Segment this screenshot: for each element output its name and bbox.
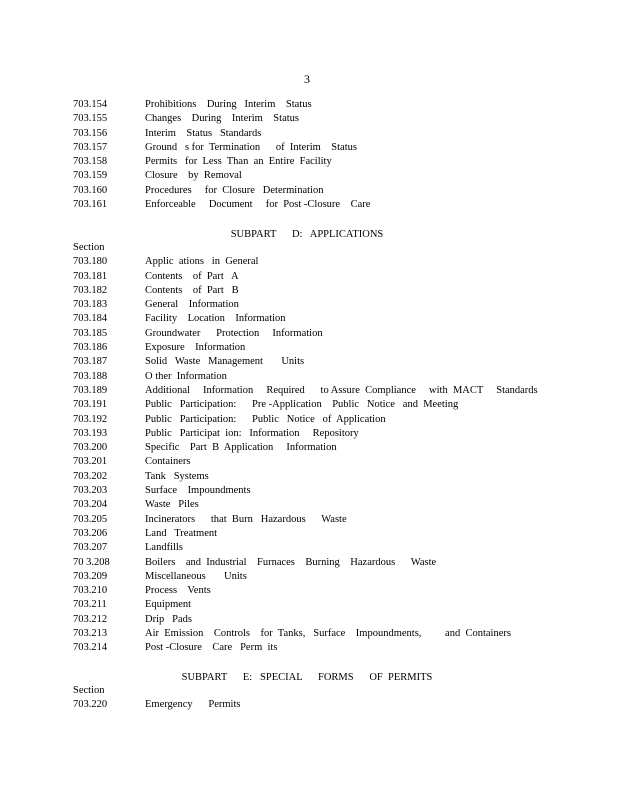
section-number: 70 3.208 (73, 556, 110, 568)
section-title: Ground s for Termination of Interim Status (145, 141, 357, 153)
section-title: Post -Closure Care Perm its (145, 642, 278, 654)
section-number: 703.189 (73, 384, 108, 396)
page-number: 3 (304, 72, 310, 86)
list-item (73, 169, 593, 183)
list-item (73, 141, 593, 155)
section-number: 703.204 (73, 499, 108, 511)
section-title: Enforceable Document for Post -Closure Care (145, 199, 371, 211)
list-item (73, 527, 593, 541)
section-number: 703.186 (73, 342, 108, 354)
list-item (73, 298, 593, 312)
section-number: 703.157 (73, 141, 108, 153)
section-title: O ther Information (145, 370, 227, 382)
section-title: Specific Part B Application Information (145, 442, 337, 454)
section-number: 703.156 (73, 127, 108, 139)
section-title: Land Treatment (145, 527, 218, 539)
section-title: Surface Impoundments (145, 485, 251, 497)
section-number: 703.210 (73, 585, 108, 597)
section-label: Section (73, 685, 105, 696)
list-item (73, 327, 593, 341)
list-item (73, 513, 593, 527)
list-item (73, 441, 593, 455)
section-number: 703.161 (73, 199, 108, 211)
section-title: Public Participation: Public Notice of Application (145, 413, 386, 425)
section-title: Drip Pads (145, 613, 192, 625)
list-item (73, 470, 593, 484)
section-title: Waste Piles (145, 499, 199, 511)
list-item (73, 312, 593, 326)
section-number: 703.192 (73, 413, 108, 425)
list-item (73, 598, 593, 612)
section-number: 703.158 (73, 156, 108, 168)
list-item (73, 698, 593, 712)
section-number: 703.214 (73, 642, 108, 654)
section-number: 703.182 (73, 284, 108, 296)
list-item (73, 613, 593, 627)
section-title: Public Participation: Pre -Application Public Notice and Meeting (145, 399, 459, 411)
section-list-applications (73, 241, 593, 656)
section-title: Contents of Part B (145, 284, 239, 296)
section-list-interim-status (73, 98, 593, 212)
section-title: Procedures for Closure Determination (145, 184, 324, 196)
section-title: Permits for Less Than an Entire Facility (145, 156, 332, 168)
section-title: General Information (145, 299, 239, 311)
subpart-d-heading: SUBPART D: APPLICATIONS (230, 229, 384, 240)
list-item (73, 198, 593, 212)
section-title: Process Vents (145, 585, 211, 597)
list-item (73, 255, 593, 269)
list-item (73, 284, 593, 298)
list-item (73, 112, 593, 126)
section-title: Containers (145, 456, 191, 468)
list-item (73, 455, 593, 469)
section-title: Tank Systems (145, 470, 209, 482)
section-title: Equipment (145, 599, 192, 611)
list-item (73, 556, 593, 570)
section-label: Section (73, 242, 105, 253)
section-number: 703.184 (73, 313, 108, 325)
list-item (73, 270, 593, 284)
section-number: 703.203 (73, 485, 108, 497)
section-title: Additional Information Required to Assure Compliance with MACT Standards (145, 384, 538, 396)
section-number: 703.209 (73, 570, 108, 582)
section-title: Public Participat ion: Information Repository (145, 427, 359, 439)
section-title: Prohibitions During Interim Status (145, 99, 312, 110)
section-number: 703.205 (73, 513, 108, 525)
section-number: 703.213 (73, 628, 108, 640)
section-title: Facility Location Information (145, 313, 286, 325)
list-item (73, 627, 593, 641)
list-item (73, 484, 593, 498)
section-number: 703.155 (73, 113, 108, 125)
section-number: 703.200 (73, 442, 108, 454)
list-item (73, 427, 593, 441)
section-title: Groundwater Protection Information (145, 327, 323, 339)
list-item (73, 584, 593, 598)
section-list-special-forms (73, 684, 593, 713)
section-number: 703.211 (73, 599, 107, 611)
list-item (73, 155, 593, 169)
section-number: 703.187 (73, 356, 108, 368)
section-title: Closure by Removal (145, 170, 242, 182)
list-item (73, 370, 593, 384)
list-item (73, 570, 593, 584)
section-title: Emergency Permits (145, 699, 241, 711)
section-title: Changes During Interim Status (145, 113, 299, 125)
section-title: Interim Status Standards (145, 127, 262, 139)
section-title: Contents of Part A (145, 270, 239, 282)
section-number: 703.154 (73, 99, 108, 110)
subpart-e-heading: SUBPART E: SPECIAL FORMS OF PERMITS (181, 672, 433, 683)
section-title: Miscellaneous Units (145, 570, 247, 582)
section-number: 703.181 (73, 270, 108, 282)
list-item (73, 413, 593, 427)
list-item (73, 355, 593, 369)
section-number: 703.160 (73, 184, 108, 196)
section-title: Applic ations in General (145, 256, 259, 268)
list-item (73, 541, 593, 555)
section-title: Incinerators that Burn Hazardous Waste (145, 513, 347, 525)
section-number: 703.212 (73, 613, 108, 625)
section-number: 703.188 (73, 370, 108, 382)
section-number: 703.193 (73, 427, 108, 439)
section-number: 703.185 (73, 327, 108, 339)
list-item (73, 184, 593, 198)
section-title: Landfills (145, 542, 183, 554)
section-number: 703.201 (73, 456, 108, 468)
list-item (73, 384, 593, 398)
list-item (73, 398, 593, 412)
section-title: Air Emission Controls for Tanks, Surface Impoundments, and Containers (145, 628, 511, 640)
section-title: Boilers and Industrial Furnaces Burning Hazardous Waste (145, 556, 437, 568)
section-number: 703.183 (73, 299, 108, 311)
section-number: 703.159 (73, 170, 108, 182)
list-item (73, 498, 593, 512)
section-title: Solid Waste Management Units (145, 356, 305, 368)
section-number: 703.220 (73, 699, 108, 711)
list-item (73, 641, 593, 655)
section-title: Exposure Information (145, 342, 246, 354)
list-item (73, 341, 593, 355)
section-number: 703.191 (73, 399, 108, 411)
section-number: 703.180 (73, 256, 108, 268)
section-number: 703.206 (73, 527, 108, 539)
list-item (73, 98, 593, 112)
section-number: 703.207 (73, 542, 108, 554)
section-number: 703.202 (73, 470, 108, 482)
list-item (73, 127, 593, 141)
